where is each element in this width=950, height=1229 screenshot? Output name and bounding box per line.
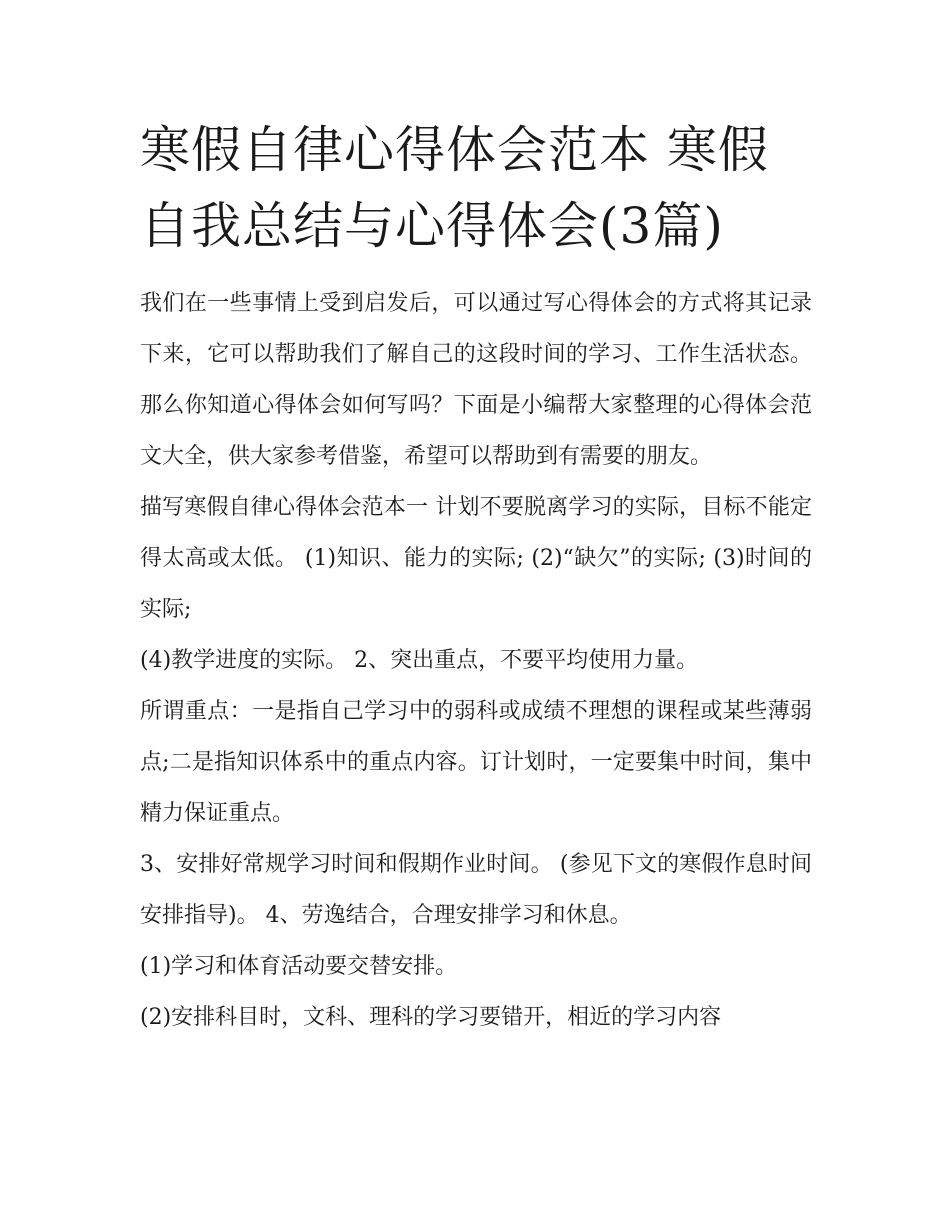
paragraph-sport: (1)学习和体育活动要交替安排。 xyxy=(140,954,458,979)
paragraph-plan: 描写寒假自律心得体会范本一 计划不要脱离学习的实际，目标不能定得太高或太低。 (1)知识、能力的实际; (2)“缺欠”的实际; (3)时间的实际; xyxy=(140,495,812,622)
paragraph-intro: 我们在一些事情上受到启发后，可以通过写心得体会的方式将其记录下来，它可以帮助我们了解自己的这段时间的学习、工作生活状态。那么你知道心得体会如何写吗？下面是小编帮大家整理的心得体会范文大全，供大家参考借鉴，希望可以帮助到有需要的朋友。 xyxy=(140,291,812,469)
paragraph-progress: (4)教学进度的实际。 2、突出重点，不要平均使用力量。 xyxy=(140,648,699,673)
paragraph-subjects: (2)安排科目时，文科、理科的学习要错开，相近的学习内容 xyxy=(140,1005,722,1030)
paragraph-focus: 所谓重点：一是指自己学习中的弱科或成绩不理想的课程或某些薄弱点;二是指知识体系中的重点内容。订计划时，一定要集中时间，集中精力保证重点。 xyxy=(140,699,812,826)
paragraph-schedule: 3、安排好常规学习时间和假期作业时间。 (参见下文的寒假作息时间安排指导)。 4、劳逸结合，合理安排学习和休息。 xyxy=(140,852,812,928)
document-title: 寒假自律心得体会范本 寒假自我总结与心得体会(3篇) xyxy=(140,121,769,255)
document-page xyxy=(140,112,812,1043)
